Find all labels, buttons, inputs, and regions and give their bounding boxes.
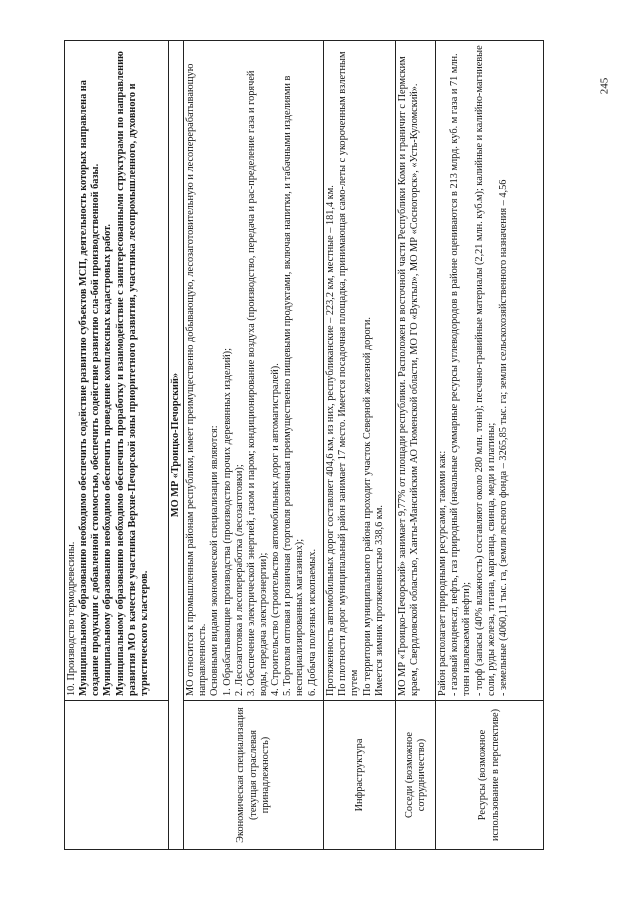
text-line: Имеется зимник протяженностью 338,6 км. xyxy=(373,505,385,696)
text-line: 2. Лесозаготовка и лесопереработка (лесозаготовки); xyxy=(233,464,245,696)
section-header-row xyxy=(169,41,184,850)
text-line: 10. Производство термодревесины. xyxy=(66,541,77,696)
text-line: Район располагает природными ресурсами, такими как: xyxy=(437,450,449,696)
text-line: МО относится к промышленным районам республики, имеет преимущественно добывающую, лесозаготовительную и лесоперерабатывающую направленность. xyxy=(185,63,209,696)
row-label: Экономическая специализация (текущая отраслевая принадлежность) xyxy=(184,701,324,850)
section-header: МО МР «Троицко-Печорский» xyxy=(169,41,184,850)
page-number: 245 xyxy=(598,77,611,95)
text-line: По территории муниципального района проходит участок Северной железной дороги. xyxy=(361,317,373,696)
row-content xyxy=(184,41,324,701)
text-line: Муниципальному образованию необходимо обеспечить проведение комплексных кадастровых работ. xyxy=(102,224,114,696)
text-line: МО МР «Троицко-Печорский» занимает 9,77% от площади республики. Расположен в восточной части Республики Коми и граничит с Пермским краем, Свердловской областью, Ханты-Мансийским АО Тюменской области, МО ГО «Вуктыл», МО МР «Сосногорск», «Усть-Куломский». xyxy=(397,56,421,696)
rotated-table-wrapper xyxy=(64,40,544,850)
table-row xyxy=(184,41,324,850)
text-line: 1. Обрабатывающие производства (производство прочих деревянных изделий); xyxy=(221,348,233,696)
text-line: - торф (запасы (40% влажность) составляют около 280 млн. тонн); песчано-гравийные материалы (2,21 млн. куб.м); калийные и калийно-магниевые соли, руды железа, титана, марганца, свинца, меди и платины; xyxy=(473,45,497,696)
row-label: Соседи (возможное сотрудничество) xyxy=(396,701,436,850)
text-line: Основными видами экономической специализации являются: xyxy=(209,425,221,696)
measures-cell xyxy=(65,41,169,701)
row-content xyxy=(396,41,436,701)
row-label: Инфраструктура xyxy=(324,701,396,850)
text-line: Муниципальному образованию необходимо обеспечить содействие развитию субъектов МСП, деятельность которых направлена на создание продукции с добавленной стоимостью, обеспечить содействие развитию сла-бой производственной базы. xyxy=(78,80,102,696)
row-content xyxy=(324,41,396,701)
regional-profile-table xyxy=(64,40,544,850)
text-line: По плотности дорог муниципальный район занимает 17 место. Имеется посадочная площадка, принимающая само-леты с укороченным взлетным путем xyxy=(337,51,361,696)
text-line: 3. Обеспечение электрической энергией, газом и паром; кондиционирование воздуха (производство, передача и рас-пределение газа и горячей воды, передача электроэнергии); xyxy=(245,70,269,696)
text-line: 6. Добыча полезных ископаемых. xyxy=(306,548,318,696)
text-line: - земельные (4060,11 тыс. га, (земли лесного фонда – 3265,85 тыс. га; земли сельскохозяйственного назначения – 4,56 xyxy=(497,179,509,696)
text-line: - газовый конденсат, нефть, газ природный (начальные суммарные ресурсы углеводородов в районе оцениваются в 213 млрд. куб. м газа и 71 млн. тонн извлекаемой нефти); xyxy=(449,53,473,696)
empty-label-cell xyxy=(65,701,169,850)
text-line: 4. Строительство (строительство автомобильных дорог и автомагистралей). xyxy=(270,363,282,696)
table-row xyxy=(436,41,544,850)
text-line: Муниципальному образованию необходимо обеспечить проработку и взаимодействие с заинтересованными структурами по направлению развития МО в качестве участника Верхне-Печорской зоны приоритетного развития, участника лесопромышленного, духовного и туристического кластеров. xyxy=(114,51,150,696)
text-line: 5. Торговля оптовая и розничная (торговля розничная преимущественно пищевыми продуктами, включая напитки, и табачными изделиями в неспециализированных магазинах); xyxy=(282,75,306,696)
text-line: Протяженность автомобильных дорог составляет 404,6 км, из них, республиканские – 223,2 км, местные – 181,4 км. xyxy=(325,185,337,696)
table-row xyxy=(65,41,169,850)
table-row xyxy=(396,41,436,850)
row-label: Ресурсы (возможное использование в перспективе) xyxy=(436,701,544,850)
table-row xyxy=(324,41,396,850)
row-content xyxy=(436,41,544,701)
